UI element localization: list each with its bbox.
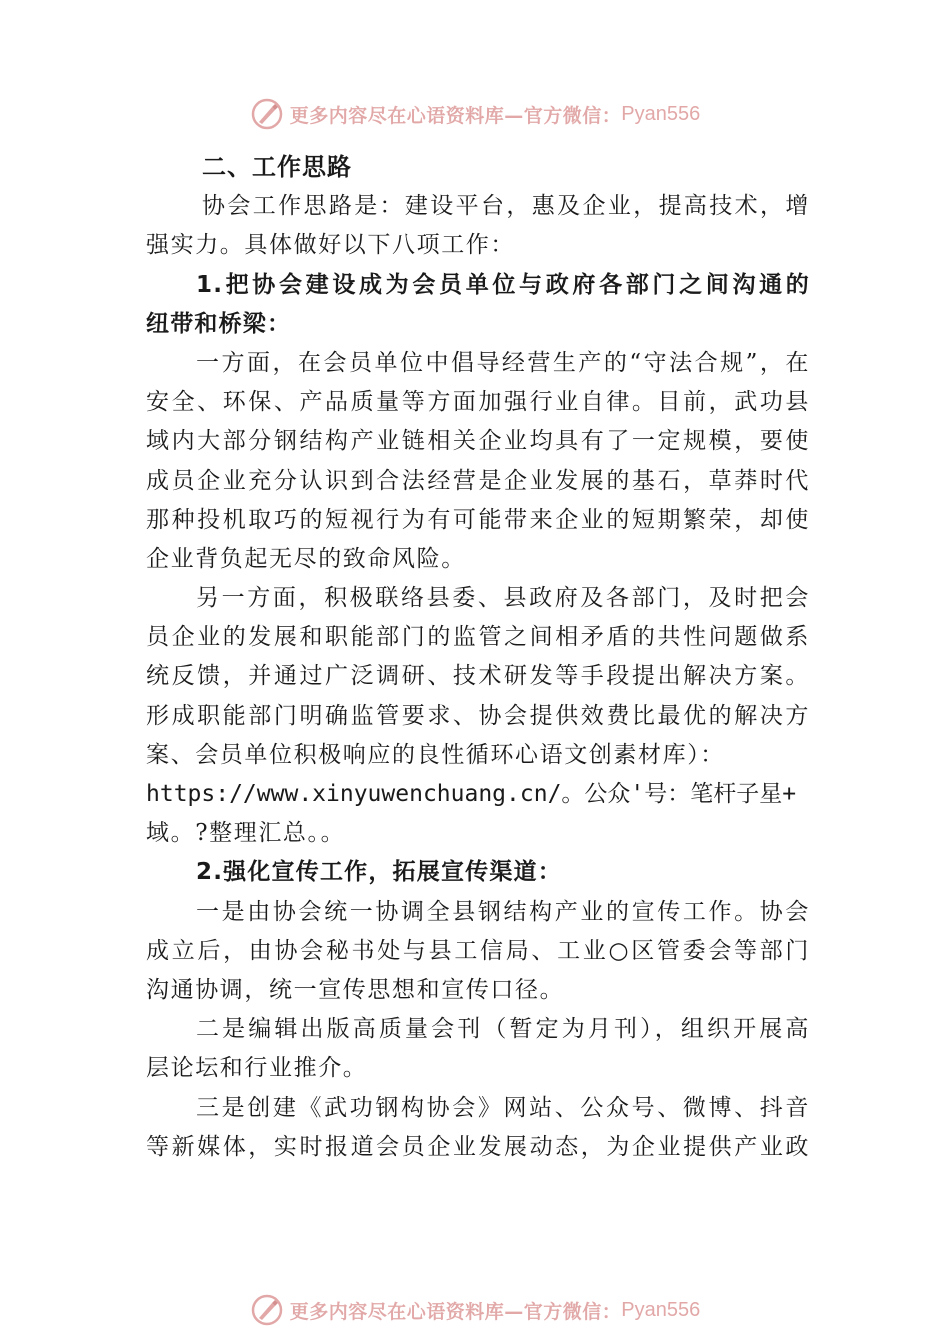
paragraph-line: 域内大部分钢结构产业链相关企业均具有了一定规模，要使 [146,428,810,455]
paragraph-line: 安全、环保、产品质量等方面加强行业自律。目前，武功县 [146,389,810,416]
paragraph-line: 形成职能部门明确监管要求、协会提供效费比最优的解决方 [146,702,810,729]
paragraph-line: 成立后，由协会秘书处与县工信局、工业○区管委会等部门 [146,937,810,964]
paragraph-line: 成员企业充分认识到合法经营是企业发展的基石，草莽时代 [146,467,810,494]
watermark-wechat-id: Pyan556 [621,102,701,125]
paragraph-line: 企业背负起无尽的致命风险。 [146,545,466,572]
watermark-text: 更多内容尽在心语资料库—官方微信： [289,1300,622,1323]
intro-line: 强实力。具体做好以下八项工作： [146,232,515,259]
item-1-title: 纽带和桥梁： [146,310,292,337]
item-2-title: 2.强化宣传工作，拓展宣传渠道： [196,859,562,886]
paragraph-line: 统反馈，并通过广泛调研、技术研发等手段提出解决方案。 [146,663,810,690]
paragraph-line: 域。?整理汇总。。 [146,820,346,847]
paragraph-line-url: https://www.xinyuwenchuang.cn/。公众'号：笔杆子星+ [146,781,797,807]
header-watermark [0,92,950,136]
footer-watermark [0,1288,950,1332]
paragraph-line: 一是由协会统一协调全县钢结构产业的宣传工作。协会 [196,898,810,925]
paragraph-line: 另一方面，积极联络县委、县政府及各部门，及时把会 [196,585,810,612]
paragraph-line: 三是创建《武功钢构协会》网站、公众号、微博、抖音 [196,1094,810,1121]
item-1-title: 1.把协会建设成为会员单位与政府各部门之间沟通的 [196,271,810,298]
section-heading: 二、工作思路 [202,153,352,181]
paragraph-line: 那种投机取巧的短视行为有可能带来企业的短期繁荣，却使 [146,506,810,533]
paragraph-line: 沟通协调，统一宣传思想和宣传口径。 [146,976,565,1003]
paragraph-line: 案、会员单位积极响应的良性循环心语文创素材库）： [146,741,725,768]
document-body [146,148,810,1167]
paragraph-line: 等新媒体，实时报道会员企业发展动态，为企业提供产业政 [146,1133,810,1160]
watermark-text: 更多内容尽在心语资料库—官方微信： [289,104,622,127]
paragraph-line: 层论坛和行业推介。 [146,1055,368,1082]
pen-logo-icon [250,97,284,131]
watermark-wechat-id: Pyan556 [621,1298,701,1321]
paragraph-line: 一方面，在会员单位中倡导经营生产的“守法合规”，在 [196,349,810,376]
paragraph-line: 员企业的发展和职能部门的监管之间相矛盾的共性问题做系 [146,624,810,651]
intro-line: 协会工作思路是：建设平台，惠及企业，提高技术，增 [202,193,810,220]
paragraph-line: 二是编辑出版高质量会刊（暂定为月刊），组织开展高 [196,1016,810,1043]
pen-logo-icon [250,1293,284,1327]
